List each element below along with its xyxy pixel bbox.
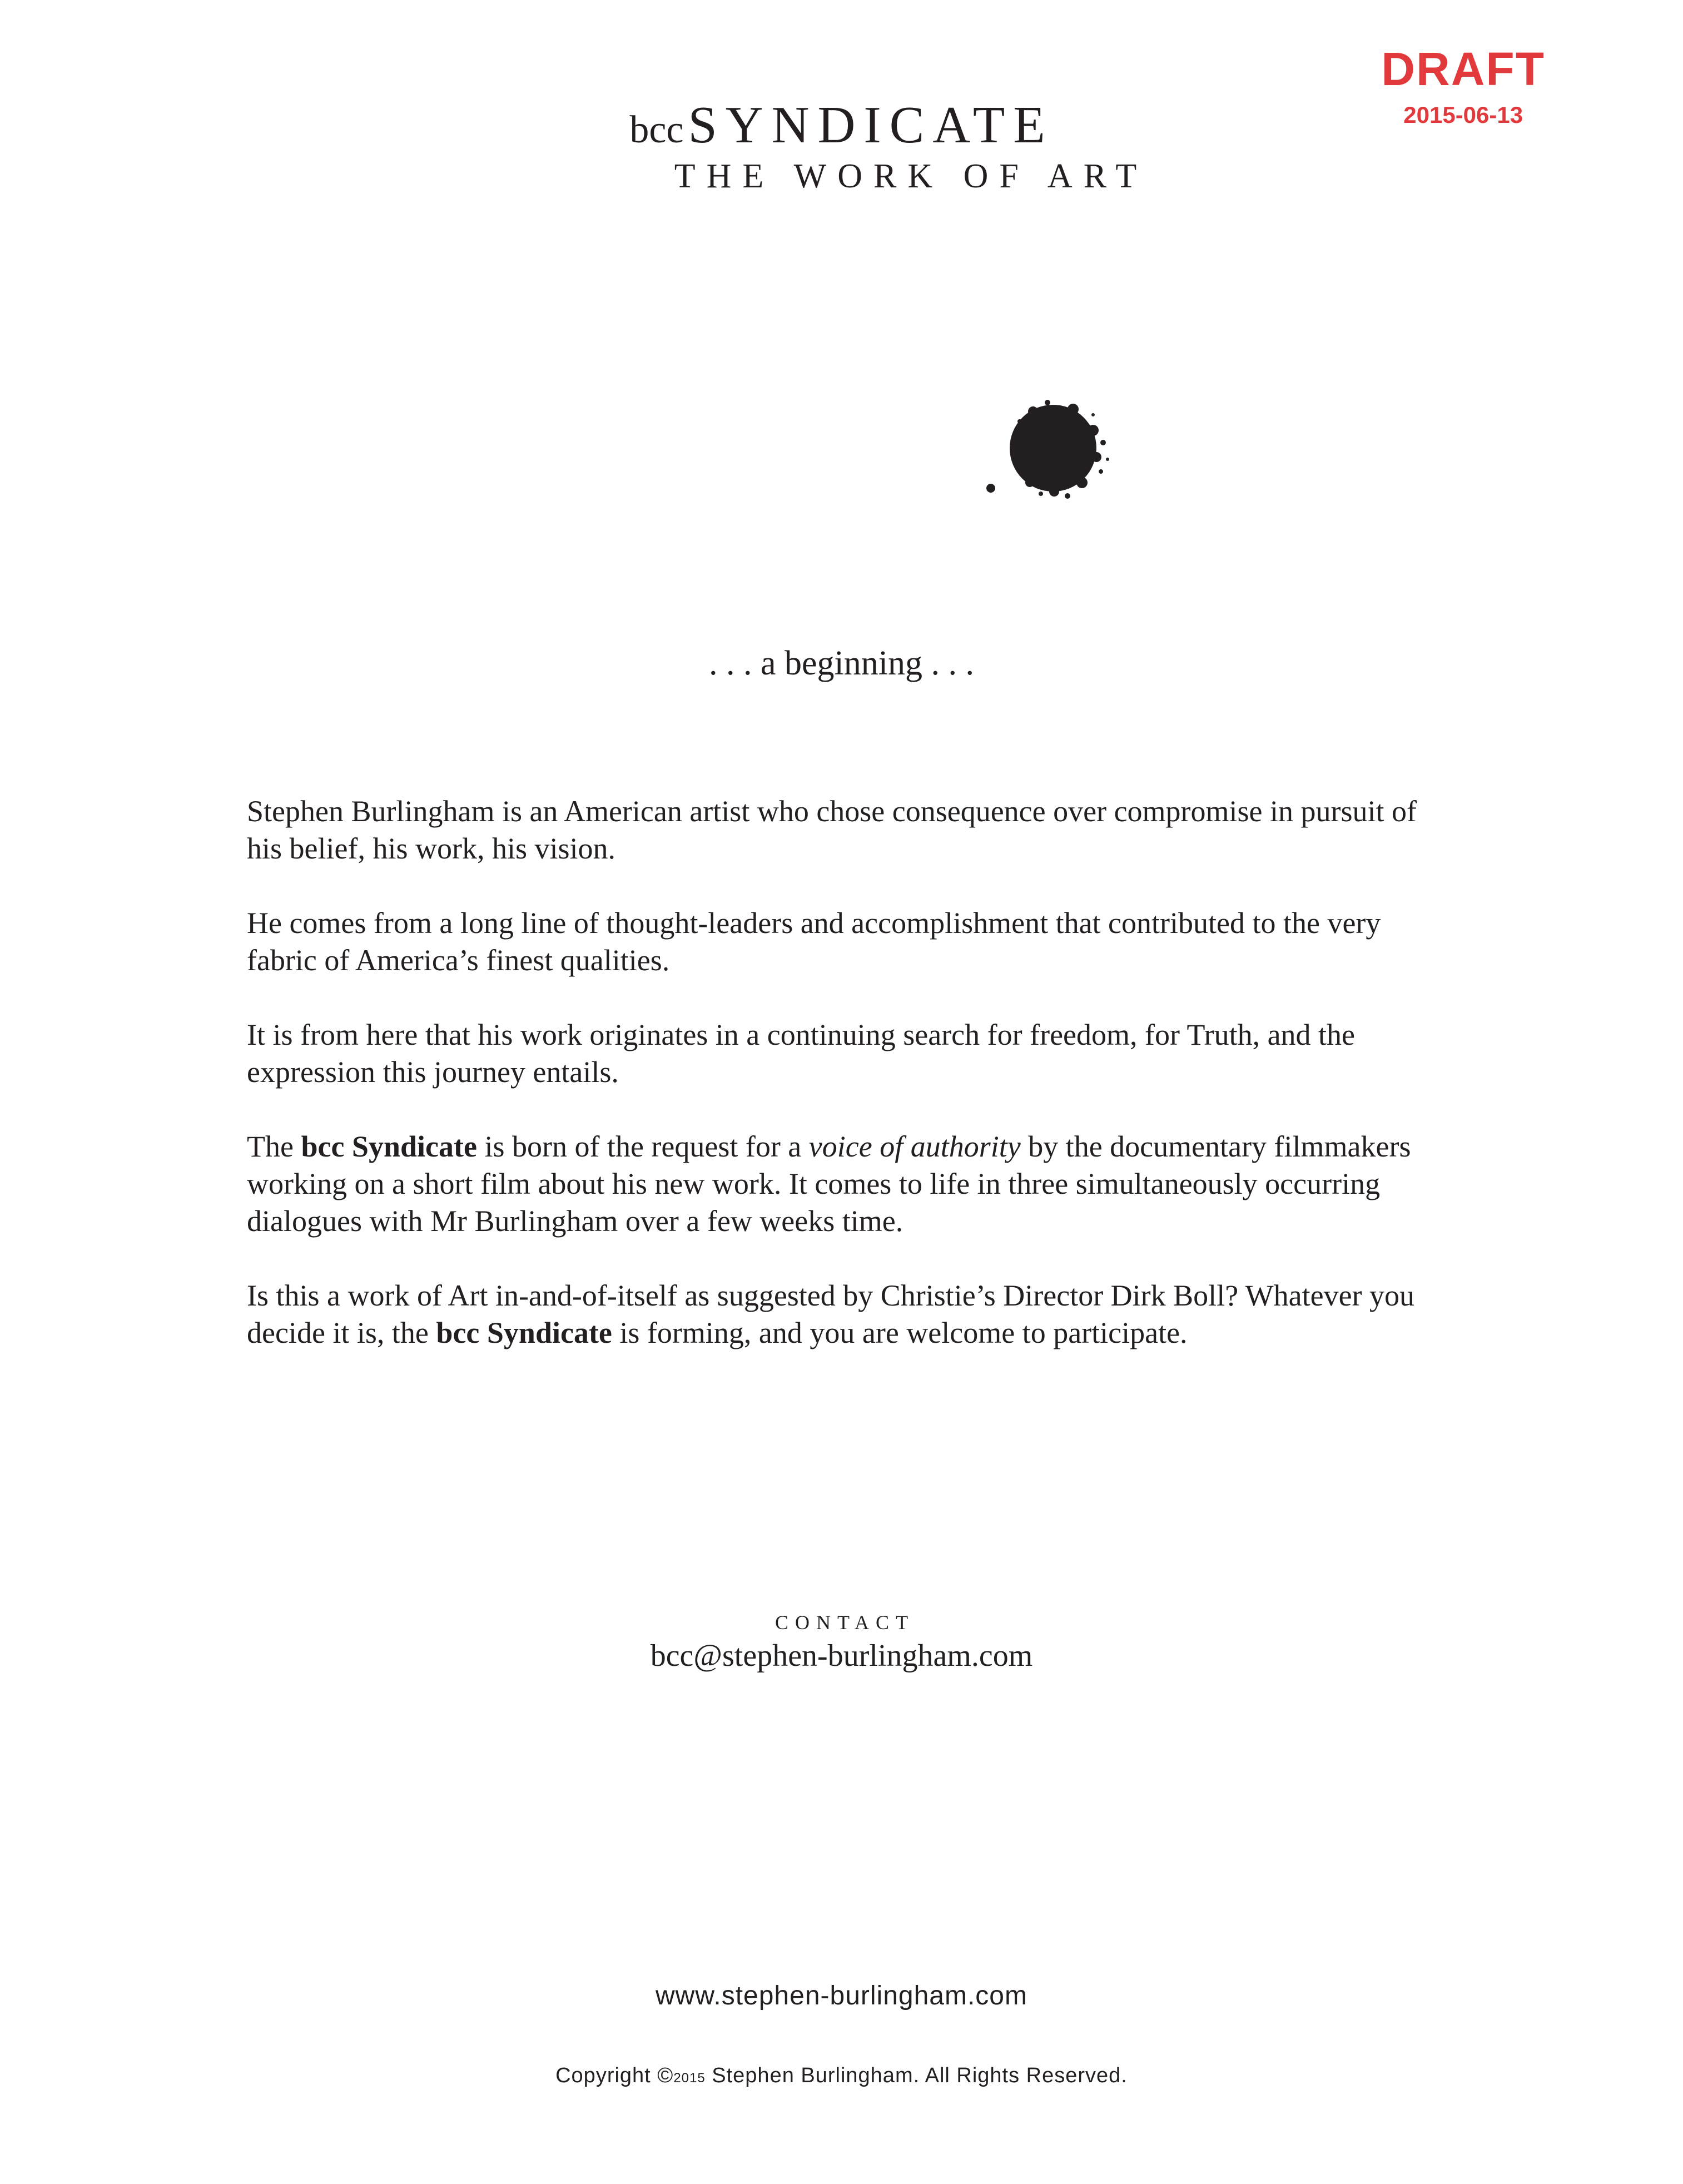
masthead [0,96,1683,195]
paragraph-lineage: He comes from a long line of thought-leaders and accomplishment that contributed to the very fabric of America’s finest qualities. [247,906,1381,977]
website-link[interactable]: www.stephen-burlingham.com [656,1981,1027,2011]
text-span: by the documentary filmmakers working on a short film about his new work. It comes to life in three simultaneously occurring dialogues with Mr Burlingham over a few weeks time. [247,1130,1411,1238]
text-span: The [247,1130,301,1163]
copyright-suffix: Stephen Burlingham. All Rights Reserved. [705,2064,1128,2087]
contact-label: CONTACT [775,1611,915,1634]
syndicate-name-bold: bcc Syndicate [301,1130,477,1163]
paragraph-invitation [247,1277,1448,1352]
paragraph-origin: It is from here that his work originates in a continuing search for freedom, for Truth, and the expression this journey entails. [247,1018,1356,1089]
contact-email-link[interactable]: bcc@stephen-burlingham.com [650,1639,1033,1673]
draft-label: DRAFT [1381,43,1545,95]
paragraph-intro: Stephen Burlingham is an American artist who chose consequence over compromise in pursuit of his belief, his work, his vision. [247,795,1417,865]
voice-of-authority-italic: voice of authority [808,1130,1021,1163]
body-text [247,793,1448,1389]
masthead-subtitle: THE WORK OF ART [674,157,1148,195]
tagline: . . . a beginning . . . [709,644,974,682]
text-span: is forming, and you are welcome to participate. [612,1316,1188,1349]
masthead-name: SYNDICATE [688,96,1054,154]
masthead-prefix: bcc [629,108,684,151]
text-span: is born of the request for a [476,1130,809,1163]
masthead-title [0,96,1683,154]
copyright-notice [0,2065,1683,2086]
draft-date: 2015-06-13 [1403,102,1523,128]
contact-block [0,1612,1683,1671]
copyright-prefix: Copyright © [555,2064,674,2087]
copyright-year: 2015 [673,2071,706,2086]
ink-splat-icon [979,399,1112,510]
syndicate-name-bold: bcc Syndicate [436,1316,612,1349]
text-span: Is this a work of Art in-and-of-itself as suggested by Christie’s Director Dirk Boll? Whatever you decide it is, the [247,1279,1415,1349]
paragraph-syndicate [247,1128,1448,1240]
